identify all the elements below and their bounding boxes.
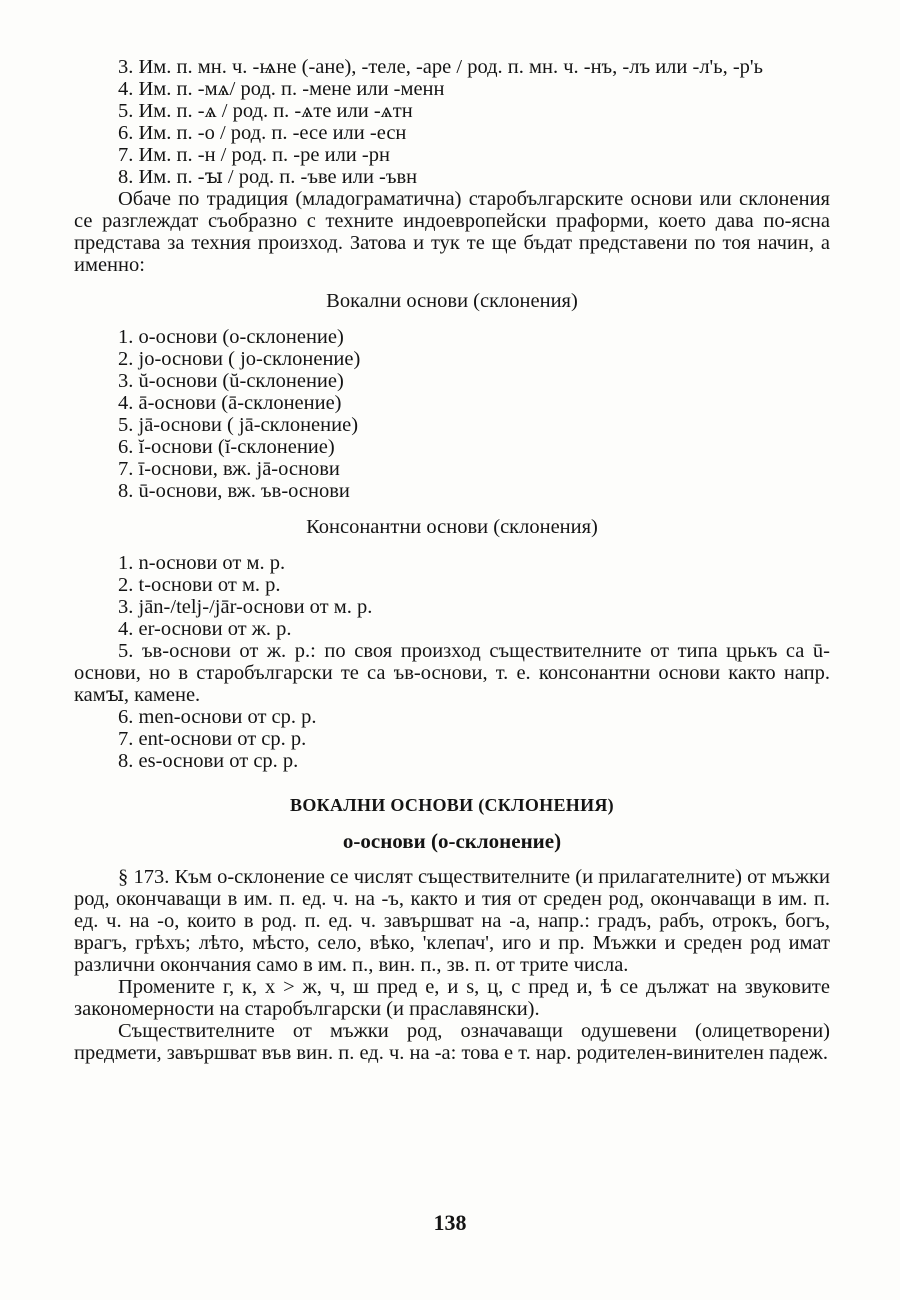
consonantal-list-item: 7. ent-основи от ср. р. <box>118 728 307 750</box>
intro-list-item-6: 6. Им. п. -о / род. п. -есе или -есн <box>118 122 407 144</box>
section-heading: ВОКАЛНИ ОСНОВИ (СКЛОНЕНИЯ) <box>290 795 614 815</box>
intro-list-item-4: 4. Им. п. -мѧ/ род. п. -мене или -менн <box>118 78 445 100</box>
consonantal-list-item: 8. es-основи от ср. р. <box>118 750 299 772</box>
vocalic-list-item: 2. jo-основи ( jo-склонение) <box>118 348 361 370</box>
vocalic-list-item: 1. о-основи (о-склонение) <box>118 326 344 348</box>
vocalic-list-item: 3. ŭ-основи (ŭ-склонение) <box>118 370 344 392</box>
vocalic-list-item: 5. jā-основи ( jā-склонение) <box>118 414 359 436</box>
consonantal-list-item-long: 5. ъв-основи от ж. р.: по своя произход съществителните от типа црькъ са ū-основи, но в старобългарски те са ъв-основи, т. е. консонантни основи както напр. камꙑ, камене. <box>74 640 830 706</box>
consonantal-list-item: 3. jān-/telj-/jār-основи от м. р. <box>118 596 373 618</box>
paragraph-173: § 173. Към о-склонение се числят съществителните (и прилагателните) от мъжки род, окончаващи в им. п. ед. ч. на -ъ, както и тия от среден род, окончаващи в им. п. ед. ч. на -о, които в род. п. ед. ч. завършват на -а, напр.: градъ, рабъ, отрокъ, богъ, врагъ, грѣхъ; лѣто, мѣсто, село, вѣко, 'клепач', иго и пр. Мъжки и среден род имат различни окончания само в им. п., вин. п., зв. п. от трите числа. <box>74 866 830 976</box>
consonantal-list-item: 6. men-основи от ср. р. <box>118 706 317 728</box>
consonantal-list-item: 1. n-основи от м. р. <box>118 552 286 574</box>
vocalic-list-item: 4. ā-основи (ā-склонение) <box>118 392 342 414</box>
intro-list-item-8: 8. Им. п. -ꙑ / род. п. -ъве или -ъвн <box>118 166 418 188</box>
vocalic-list-item: 7. ī-основи, вж. jā-основи <box>118 458 340 480</box>
page-number: 138 <box>433 1210 467 1235</box>
vocalic-stems-heading: Вокални основи (склонения) <box>326 290 578 312</box>
consonantal-stems-heading: Консонантни основи (склонения) <box>306 516 598 538</box>
tradition-paragraph: Обаче по традиция (младограматична) старобългарските основи или склонения се разглеждат съобразно с техните индоевропейски праформи, което дава по-ясна представа за техния произход. Затова и тук те ще бъдат представени по тоя начин, а именно: <box>74 188 830 276</box>
sound-changes-paragraph: Промените г, к, х > ж, ч, ш пред е, и ѕ, ц, с пред и, ѣ се дължат на звуковите закономерности на старобългарски (и праславянски). <box>74 976 830 1020</box>
vocalic-list-item: 6. ĭ-основи (ĭ-склонение) <box>118 436 335 458</box>
consonantal-list-item: 4. er-основи от ж. р. <box>118 618 292 640</box>
vocalic-list-item: 8. ū-основи, вж. ъв-основи <box>118 480 350 502</box>
consonantal-list-item: 2. t-основи от м. р. <box>118 574 281 596</box>
subsection-heading: о-основи (о-склонение) <box>342 829 562 853</box>
intro-list-item-7: 7. Им. п. -н / род. п. -ре или -рн <box>118 144 390 166</box>
intro-list-item-3: 3. Им. п. мн. ч. -ѩне (-ане), -теле, -аре / род. п. мн. ч. -нъ, -лъ или -л'ь, -р'ь <box>118 56 763 78</box>
intro-list-item-5: 5. Им. п. -ѧ / род. п. -ѧте или -ѧтн <box>118 100 413 122</box>
animate-nouns-paragraph: Съществителните от мъжки род, означаващи одушевени (олицетворени) предмети, завършват във вин. п. ед. ч. на -а: това е т. нар. родителен-винителен падеж. <box>74 1020 830 1064</box>
